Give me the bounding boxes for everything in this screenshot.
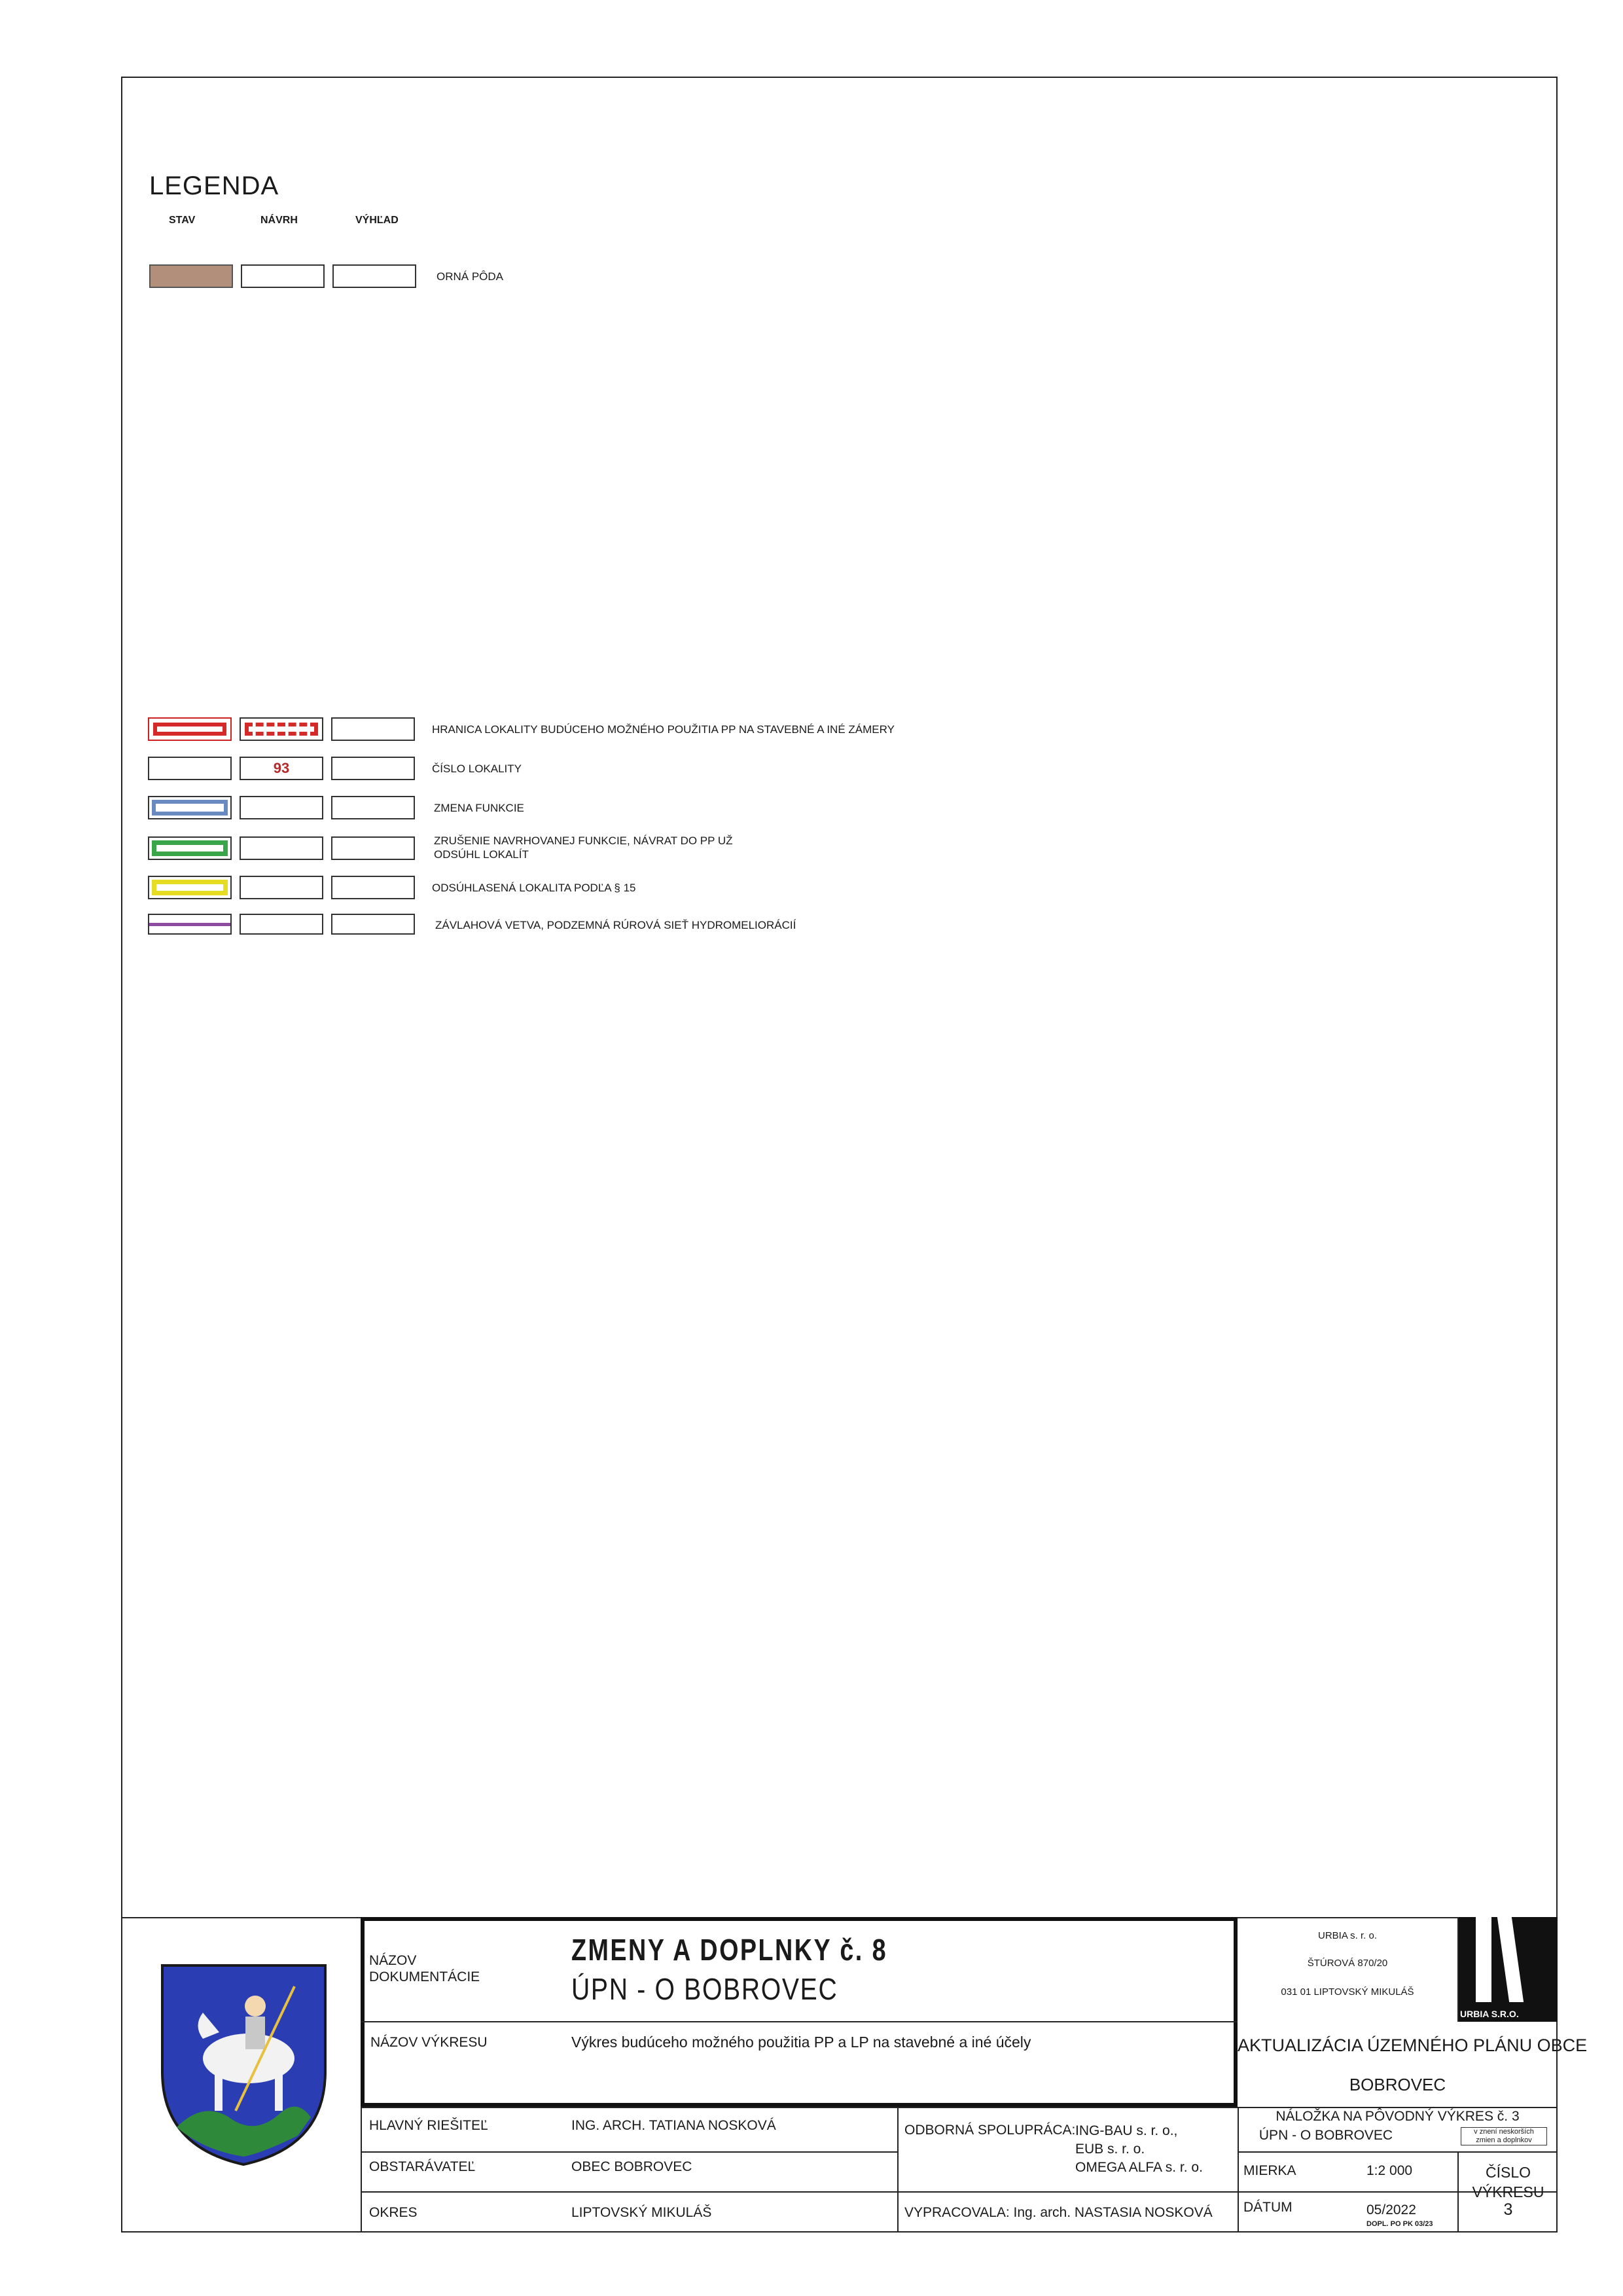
scale-top-line	[1238, 2151, 1558, 2153]
date-note: DOPL. PO PK 03/23	[1366, 2220, 1433, 2228]
swatch-zavlahova-navrh	[240, 914, 323, 935]
company-name: URBIA s. r. o.	[1317, 1930, 1378, 1941]
chief-value: ING. ARCH. TATIANA NOSKOVÁ	[571, 2118, 776, 2133]
swatch-zavlahova-stav	[148, 914, 232, 935]
swatch-zmena-vyhlad	[331, 796, 415, 819]
swatch-zmena-navrh	[240, 796, 323, 819]
legend-label-orna-poda: ORNÁ PÔDA	[437, 270, 504, 283]
drawing-no-value: 3	[1503, 2200, 1513, 2219]
drawing-sheet-frame	[121, 77, 1588, 2233]
district-value: LIPTOVSKÝ MIKULÁŠ	[571, 2205, 712, 2220]
doc-name-label: NÁZOV DOKUMENTÁCIE	[369, 1953, 480, 1984]
chief-label: HLAVNÝ RIEŠITEĽ	[369, 2118, 488, 2133]
insert-note-small: v znení neskorších zmien a doplnkov	[1461, 2127, 1547, 2145]
swatch-orna-poda-stav	[149, 264, 233, 288]
legend-label-hranica: HRANICA LOKALITY BUDÚCEHO MOŽNÉHO POUŽITIA PP NA STAVEBNÉ A INÉ ZÁMERY	[432, 723, 895, 736]
swatch-zrusenie-navrh	[240, 836, 323, 860]
legend-title: LEGENDA	[149, 171, 279, 200]
swatch-zavlahova-vyhlad	[331, 914, 415, 935]
legend-label-cislo-lokality: ČÍSLO LOKALITY	[432, 762, 522, 775]
date-value: 05/2022	[1366, 2202, 1416, 2217]
swatch-hranica-navrh	[240, 717, 323, 741]
procurer-value: OBEC BOBROVEC	[571, 2159, 692, 2174]
coat-of-arms-emblem	[157, 1960, 330, 2170]
legend-label-zrusenie: ZRUŠENIE NAVRHOVANEJ FUNKCIE, NÁVRAT DO PP UŽ ODSÚHL LOKALÍT	[434, 834, 733, 861]
swatch-cislo-vyhlad	[331, 757, 415, 780]
column-head-vyhlad: VÝHĽAD	[355, 215, 399, 226]
title-block-line-4	[361, 2191, 1558, 2193]
drawing-name-label: NÁZOV VÝKRESU	[370, 2035, 488, 2050]
insert-note-line1: NÁLOŽKA NA PÔVODNÝ VÝKRES č. 3	[1275, 2109, 1520, 2124]
doc-title-line1: ZMENY A DOPLNKY č. 8	[571, 1933, 888, 1967]
legend-label-zavlahova-vetva: ZÁVLAHOVÁ VETVA, PODZEMNÁ RÚROVÁ SIEŤ HYDROMELIORÁCIÍ	[435, 919, 796, 931]
company-street: ŠTÚROVÁ 870/20	[1307, 1958, 1388, 1969]
drawing-name: Výkres budúceho možného použitia PP a LP na stavebné a iné účely	[571, 2034, 1031, 2051]
insert-note-line2: ÚPN - O BOBROVEC	[1258, 2128, 1393, 2143]
legend-label-odsuhlasena: ODSÚHLASENÁ LOKALITA PODĽA § 15	[432, 882, 636, 894]
column-head-navrh: NÁVRH	[260, 215, 298, 226]
doc-title-line2: ÚPN - O BOBROVEC	[571, 1972, 838, 2006]
date-label: DÁTUM	[1243, 2200, 1293, 2215]
district-label: OKRES	[369, 2205, 418, 2220]
swatch-zrusenie-stav	[148, 836, 232, 860]
prepared-by: VYPRACOVALA: Ing. arch. NASTASIA NOSKOVÁ	[904, 2205, 1213, 2220]
scale-value: 1:2 000	[1366, 2163, 1413, 2178]
document-title-frame	[361, 1917, 1238, 2107]
coop-divider	[897, 2107, 899, 2233]
project-line1: AKTUALIZÁCIA ÚZEMNÉHO PLÁNU OBCE	[1238, 2036, 1588, 2055]
scale-label: MIERKA	[1243, 2163, 1296, 2178]
drawing-no-label: ČÍSLO VÝKRESU	[1472, 2164, 1544, 2200]
title-block-line-3	[361, 2151, 897, 2153]
procurer-label: OBSTARÁVATEĽ	[369, 2159, 476, 2174]
column-head-stav: STAV	[169, 215, 196, 226]
title-block-line-1	[361, 2021, 1238, 2022]
swatch-hranica-vyhlad	[331, 717, 415, 741]
legend-label-zmena-funkcie: ZMENA FUNKCIE	[434, 802, 524, 814]
right-block-divider	[1238, 2107, 1239, 2233]
swatch-zmena-stav	[148, 796, 232, 819]
swatch-zrusenie-vyhlad	[331, 836, 415, 860]
swatch-cislo-navrh: 93	[240, 757, 323, 780]
swatch-odsuhlasena-vyhlad	[331, 876, 415, 899]
swatch-hranica-stav	[148, 717, 232, 741]
swatch-odsuhlasena-navrh	[240, 876, 323, 899]
logo-divider	[1457, 1917, 1459, 2022]
company-city: 031 01 LIPTOVSKÝ MIKULÁŠ	[1281, 1986, 1414, 1998]
swatch-odsuhlasena-stav	[148, 876, 232, 899]
swatch-orna-poda-navrh	[241, 264, 325, 288]
swatch-orna-poda-vyhlad	[332, 264, 416, 288]
coop-value: ING-BAU s. r. o., EUB s. r. o. OMEGA ALFA s. r. o.	[1075, 2123, 1203, 2175]
swatch-cislo-stav	[148, 757, 232, 780]
urbia-logo	[1457, 1917, 1558, 2022]
project-line2: BOBROVEC	[1349, 2075, 1446, 2094]
logo-brand-text: URBIA S.R.O.	[1460, 2009, 1519, 2019]
coop-label: ODBORNÁ SPOLUPRÁCA:	[904, 2123, 1076, 2138]
